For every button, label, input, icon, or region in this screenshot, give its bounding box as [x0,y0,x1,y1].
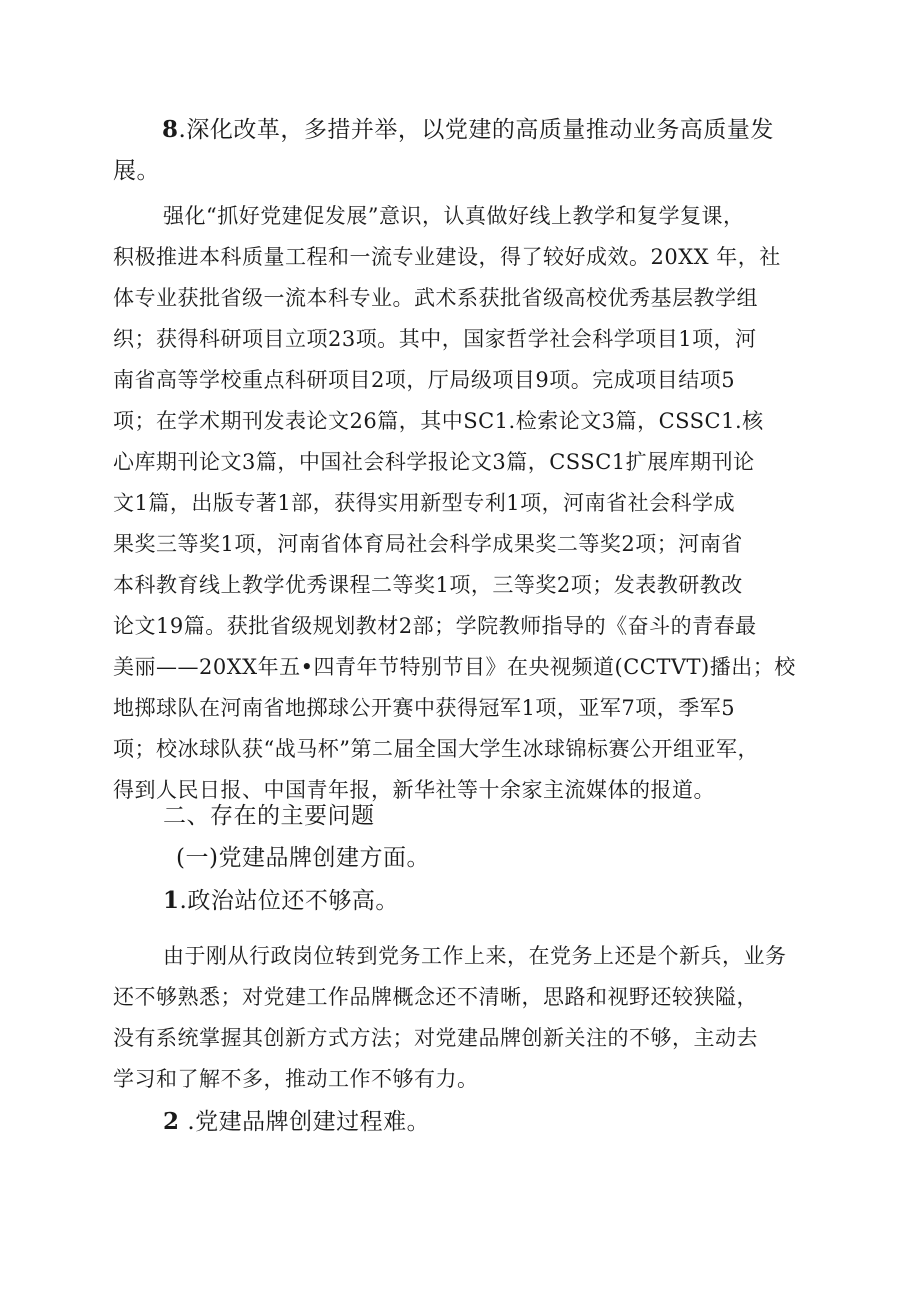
paragraph-line: 论文19篇。获批省级规划教材2部；学院教师指导的《奋斗的青春最 [113,614,757,638]
paragraph-line: 还不够熟悉；对党建工作品牌概念还不清晰，思路和视野还较狭隘， [113,985,758,1009]
paragraph-line: 积极推进本科质量工程和一流专业建设，得了较好成效。20XX 年，社 [113,245,781,269]
paragraph-line: 本科教育线上教学优秀课程二等奖1项，三等奖2项；发表教研教改 [113,573,743,597]
item-1-text: .政治站位还不够高。 [179,888,399,914]
item-2-text: .党建品牌创建过程难。 [179,1109,431,1135]
item-1-number: 1 [163,887,180,914]
paragraph-line: 强化“抓好党建促发展”意识，认真做好线上教学和复学复课， [163,204,745,228]
paragraph-line: 由于刚从行政岗位转到党务工作上来，在党务上还是个新兵，业务 [163,944,787,968]
section-heading-2: 二、存在的主要问题 [163,803,375,829]
paragraph-line: 果奖三等奖1项，河南省体育局社会科学成果奖二等奖2项；河南省 [113,532,743,556]
paragraph-line: 心库期刊论文3篇，中国社会科学报论文3篇，CSSC1扩展库期刊论 [113,450,755,474]
paragraph-line: 织；获得科研项目立项23项。其中，国家哲学社会科学项目1项，河 [113,327,757,351]
paragraph-line: 学习和了解不多，推动工作不够有力。 [113,1067,479,1091]
item-heading-2 [163,1108,430,1136]
heading-8-text-line-2: 展。 [113,158,160,184]
paragraph-line: 文1篇，出版专著1部，获得实用新型专利1项，河南省社会科学成 [113,491,736,515]
paragraph-line: 地掷球队在河南省地掷球公开赛中获得冠军1项，亚军7项，季军5 [113,696,736,720]
paragraph-line: 体专业获批省级一流本科专业。武术系获批省级高校优秀基层教学组 [113,286,758,310]
paragraph-line: 得到人民日报、中国青年报，新华社等十余家主流媒体的报道。 [113,778,715,802]
item-heading-1 [163,887,399,915]
paragraph-line: 项；校冰球队获“战马杯”第二届全国大学生冰球锦标赛公开组亚军， [113,737,759,761]
heading-8-text-line-1: .深化改革，多措并举，以党建的高质量推动业务高质量发 [178,117,774,143]
paragraph-line: 南省高等学校重点科研项目2项，厅局级项目9项。完成项目结项5 [113,368,736,392]
paragraph-line: 美丽——20XX年五•四青年节特别节目》在央视频道(CCTVT)播出；校 [113,655,796,679]
item-2-number: 2 [163,1108,180,1135]
heading-8-number: 8 [162,116,179,143]
subsection-heading-1: (一)党建品牌创建方面。 [176,845,430,871]
paragraph-line: 没有系统掌握其创新方式方法；对党建品牌创新关注的不够，主动去 [113,1026,758,1050]
paragraph-line: 项；在学术期刊发表论文26篇，其中SC1.检索论文3篇，CSSC1.核 [113,409,764,433]
